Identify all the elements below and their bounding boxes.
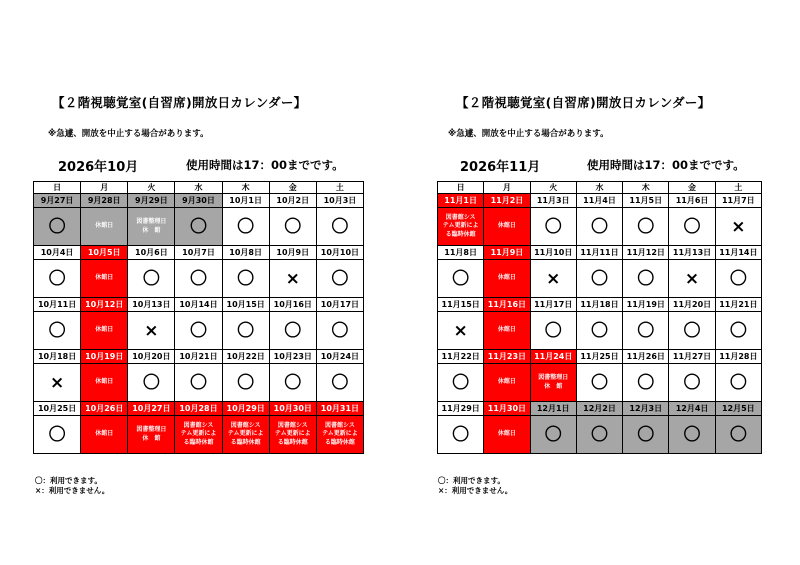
day-date: 11月10日 xyxy=(530,246,576,260)
weekday-header: 木 xyxy=(222,182,269,194)
day-status xyxy=(269,416,316,454)
unavailable-mark: × xyxy=(731,217,746,237)
available-mark: 〇 xyxy=(544,217,562,237)
day-date: 12月2日 xyxy=(576,402,622,416)
day-status xyxy=(576,364,622,402)
day-date: 9月29日 xyxy=(128,194,175,208)
day-date: 10月12日 xyxy=(81,298,128,312)
weekday-header: 金 xyxy=(669,182,715,194)
available-mark: 〇 xyxy=(48,269,66,289)
day-date: 11月26日 xyxy=(623,350,669,364)
day-date: 10月30日 xyxy=(269,402,316,416)
day-status xyxy=(269,208,316,246)
available-mark: 〇 xyxy=(683,373,701,393)
unavailable-mark: × xyxy=(49,373,65,393)
day-date: 10月1日 xyxy=(222,194,269,208)
day-date: 11月1日 xyxy=(438,194,484,208)
available-mark: 〇 xyxy=(637,269,655,289)
day-status xyxy=(269,260,316,298)
day-status xyxy=(530,260,576,298)
available-mark: 〇 xyxy=(237,321,255,341)
day-status xyxy=(81,260,128,298)
day-date: 11月16日 xyxy=(484,298,530,312)
closure-label: 休館日 xyxy=(95,430,114,438)
calendar-grid xyxy=(437,181,762,454)
day-date: 11月19日 xyxy=(623,298,669,312)
day-date: 10月20日 xyxy=(128,350,175,364)
available-mark: 〇 xyxy=(683,321,701,341)
available-mark: 〇 xyxy=(590,321,608,341)
unavailable-mark: × xyxy=(453,321,468,341)
day-date: 10月13日 xyxy=(128,298,175,312)
day-status xyxy=(269,364,316,402)
day-date: 11月24日 xyxy=(530,350,576,364)
day-date: 10月27日 xyxy=(128,402,175,416)
day-date: 10月25日 xyxy=(34,402,81,416)
day-date: 10月11日 xyxy=(34,298,81,312)
day-date: 12月5日 xyxy=(715,402,761,416)
day-status xyxy=(175,364,222,402)
day-status xyxy=(316,416,363,454)
day-date: 11月18日 xyxy=(576,298,622,312)
day-date: 11月30日 xyxy=(484,402,530,416)
day-status xyxy=(715,364,761,402)
day-date: 11月6日 xyxy=(669,194,715,208)
day-status xyxy=(669,260,715,298)
calendar-title: 【２階視聴覚室(自習席)開放日カレンダー】 xyxy=(456,95,711,110)
day-status xyxy=(484,312,530,350)
day-date: 11月15日 xyxy=(438,298,484,312)
available-mark: 〇 xyxy=(452,425,470,445)
day-status xyxy=(484,416,530,454)
available-mark: 〇 xyxy=(284,321,302,341)
day-date: 11月4日 xyxy=(576,194,622,208)
day-status xyxy=(438,208,484,246)
day-date: 10月10日 xyxy=(316,246,363,260)
closure-label: 図書整理日 休 館 xyxy=(136,218,167,234)
day-date: 11月2日 xyxy=(484,194,530,208)
day-date: 11月8日 xyxy=(438,246,484,260)
day-date: 11月9日 xyxy=(484,246,530,260)
day-status xyxy=(175,416,222,454)
calendar-grid xyxy=(33,181,364,454)
day-status xyxy=(438,416,484,454)
day-status xyxy=(316,260,363,298)
day-status xyxy=(34,364,81,402)
day-date: 10月14日 xyxy=(175,298,222,312)
day-status xyxy=(623,208,669,246)
day-status xyxy=(715,208,761,246)
available-mark: 〇 xyxy=(331,217,349,237)
day-date: 9月27日 xyxy=(34,194,81,208)
day-date: 10月28日 xyxy=(175,402,222,416)
day-date: 10月26日 xyxy=(81,402,128,416)
closure-label: 休館日 xyxy=(497,326,516,334)
day-date: 10月29日 xyxy=(222,402,269,416)
day-status xyxy=(34,260,81,298)
available-mark: 〇 xyxy=(189,373,207,393)
day-date: 11月27日 xyxy=(669,350,715,364)
day-status xyxy=(81,208,128,246)
weekday-header: 日 xyxy=(34,182,81,194)
day-status xyxy=(34,208,81,246)
closure-label: 休館日 xyxy=(95,222,114,230)
legend xyxy=(35,476,109,496)
day-status xyxy=(316,364,363,402)
legend-available: 〇：利用できます。 xyxy=(438,476,505,485)
closure-label: 図書館シス テム更新によ る臨時休館 xyxy=(442,214,479,238)
day-status xyxy=(128,312,175,350)
day-status xyxy=(715,312,761,350)
day-status xyxy=(484,364,530,402)
unavailable-mark: × xyxy=(546,269,561,289)
month-label: 2026年11月 xyxy=(460,160,541,175)
day-date: 9月30日 xyxy=(175,194,222,208)
unavailable-mark: × xyxy=(684,269,700,289)
day-date: 10月24日 xyxy=(316,350,363,364)
closure-label: 図書整理日 休 館 xyxy=(136,426,167,442)
day-status xyxy=(530,312,576,350)
day-date: 10月4日 xyxy=(34,246,81,260)
day-status xyxy=(34,312,81,350)
available-mark: 〇 xyxy=(637,373,655,393)
day-status xyxy=(316,208,363,246)
usage-hours: 使用時間は17：00までです。 xyxy=(186,158,344,172)
day-date: 10月19日 xyxy=(81,350,128,364)
day-status xyxy=(269,312,316,350)
day-date: 10月9日 xyxy=(269,246,316,260)
day-status xyxy=(222,312,269,350)
day-date: 11月11日 xyxy=(576,246,622,260)
day-date: 10月6日 xyxy=(128,246,175,260)
available-mark: 〇 xyxy=(729,373,747,393)
day-status xyxy=(128,260,175,298)
month-label: 2026年10月 xyxy=(58,160,139,175)
day-date: 10月18日 xyxy=(34,350,81,364)
notice-text: ※急遽、開放を中止する場合があります。 xyxy=(48,129,209,139)
day-date: 11月17日 xyxy=(530,298,576,312)
day-status xyxy=(438,260,484,298)
available-mark: 〇 xyxy=(544,321,562,341)
available-mark: 〇 xyxy=(683,217,701,237)
weekday-header: 水 xyxy=(175,182,222,194)
available-mark: 〇 xyxy=(590,373,608,393)
available-mark: 〇 xyxy=(729,269,747,289)
available-mark: 〇 xyxy=(48,321,66,341)
day-date: 10月8日 xyxy=(222,246,269,260)
unavailable-mark: × xyxy=(285,269,300,289)
day-status xyxy=(484,260,530,298)
day-date: 11月29日 xyxy=(438,402,484,416)
day-date: 10月2日 xyxy=(269,194,316,208)
available-mark: 〇 xyxy=(189,217,207,237)
day-status xyxy=(623,312,669,350)
weekday-header: 木 xyxy=(623,182,669,194)
available-mark: 〇 xyxy=(637,217,655,237)
day-status xyxy=(222,364,269,402)
day-date: 11月22日 xyxy=(438,350,484,364)
day-date: 11月23日 xyxy=(484,350,530,364)
day-date: 9月28日 xyxy=(81,194,128,208)
weekday-header: 火 xyxy=(128,182,175,194)
available-mark: 〇 xyxy=(331,373,349,393)
available-mark: 〇 xyxy=(544,425,562,445)
day-date: 12月1日 xyxy=(530,402,576,416)
weekday-header: 火 xyxy=(530,182,576,194)
weekday-header: 月 xyxy=(484,182,530,194)
day-status xyxy=(715,416,761,454)
legend-unavailable: ×：利用できません。 xyxy=(35,485,110,495)
available-mark: 〇 xyxy=(331,321,349,341)
available-mark: 〇 xyxy=(590,269,608,289)
day-status xyxy=(576,208,622,246)
available-mark: 〇 xyxy=(142,269,160,289)
day-date: 10月5日 xyxy=(81,246,128,260)
day-status xyxy=(669,416,715,454)
day-date: 11月28日 xyxy=(715,350,761,364)
closure-label: 図書館シス テム更新によ る臨時休館 xyxy=(322,422,358,446)
day-status xyxy=(438,312,484,350)
day-date: 10月15日 xyxy=(222,298,269,312)
day-status xyxy=(175,260,222,298)
closure-label: 休館日 xyxy=(497,274,516,282)
day-status xyxy=(576,260,622,298)
day-status xyxy=(128,416,175,454)
available-mark: 〇 xyxy=(637,321,655,341)
closure-label: 休館日 xyxy=(497,222,516,230)
day-status xyxy=(128,208,175,246)
legend xyxy=(438,476,512,496)
day-date: 11月5日 xyxy=(623,194,669,208)
day-status xyxy=(316,312,363,350)
weekday-header: 日 xyxy=(438,182,484,194)
day-date: 11月7日 xyxy=(715,194,761,208)
available-mark: 〇 xyxy=(683,425,701,445)
day-status xyxy=(175,208,222,246)
available-mark: 〇 xyxy=(331,269,349,289)
day-date: 10月17日 xyxy=(316,298,363,312)
day-status xyxy=(623,260,669,298)
day-date: 11月25日 xyxy=(576,350,622,364)
day-status xyxy=(81,364,128,402)
day-status xyxy=(623,364,669,402)
day-status xyxy=(623,416,669,454)
closure-label: 休館日 xyxy=(95,326,114,334)
available-mark: 〇 xyxy=(142,373,160,393)
day-status xyxy=(576,416,622,454)
available-mark: 〇 xyxy=(189,321,207,341)
day-status xyxy=(81,416,128,454)
day-status xyxy=(669,208,715,246)
closure-label: 休館日 xyxy=(497,430,516,438)
available-mark: 〇 xyxy=(237,269,255,289)
day-date: 10月23日 xyxy=(269,350,316,364)
day-status xyxy=(484,208,530,246)
day-date: 11月12日 xyxy=(623,246,669,260)
day-date: 10月3日 xyxy=(316,194,363,208)
day-status xyxy=(669,312,715,350)
day-date: 11月20日 xyxy=(669,298,715,312)
day-status xyxy=(222,260,269,298)
closure-label: 図書館シス テム更新によ る臨時休館 xyxy=(227,422,264,446)
weekday-header: 土 xyxy=(715,182,761,194)
available-mark: 〇 xyxy=(637,425,655,445)
day-date: 10月21日 xyxy=(175,350,222,364)
day-date: 10月31日 xyxy=(316,402,363,416)
day-status xyxy=(222,416,269,454)
notice-text: ※急遽、開放を中止する場合があります。 xyxy=(448,129,609,139)
day-status xyxy=(81,312,128,350)
day-status xyxy=(669,364,715,402)
available-mark: 〇 xyxy=(189,269,207,289)
available-mark: 〇 xyxy=(452,269,470,289)
day-date: 11月14日 xyxy=(715,246,761,260)
day-date: 11月21日 xyxy=(715,298,761,312)
day-status xyxy=(222,208,269,246)
day-date: 11月3日 xyxy=(530,194,576,208)
day-date: 12月3日 xyxy=(623,402,669,416)
legend-available: 〇：利用できます。 xyxy=(35,476,102,485)
day-date: 12月4日 xyxy=(669,402,715,416)
available-mark: 〇 xyxy=(452,373,470,393)
weekday-header: 水 xyxy=(576,182,622,194)
weekday-header: 金 xyxy=(269,182,316,194)
available-mark: 〇 xyxy=(237,217,255,237)
available-mark: 〇 xyxy=(590,425,608,445)
available-mark: 〇 xyxy=(284,373,302,393)
closure-label: 図書整理日 休 館 xyxy=(538,374,569,390)
day-status xyxy=(34,416,81,454)
unavailable-mark: × xyxy=(144,321,159,341)
day-status xyxy=(530,416,576,454)
available-mark: 〇 xyxy=(284,217,302,237)
weekday-header: 土 xyxy=(316,182,363,194)
day-date: 10月7日 xyxy=(175,246,222,260)
available-mark: 〇 xyxy=(48,217,66,237)
available-mark: 〇 xyxy=(729,425,747,445)
day-status xyxy=(438,364,484,402)
day-status xyxy=(530,208,576,246)
weekday-header: 月 xyxy=(81,182,128,194)
available-mark: 〇 xyxy=(590,217,608,237)
day-status xyxy=(715,260,761,298)
calendar-title: 【２階視聴覚室(自習席)開放日カレンダー】 xyxy=(52,95,307,110)
closure-label: 休館日 xyxy=(497,378,516,386)
day-status xyxy=(576,312,622,350)
day-status xyxy=(128,364,175,402)
available-mark: 〇 xyxy=(237,373,255,393)
closure-label: 休館日 xyxy=(95,274,114,282)
usage-hours: 使用時間は17：00までです。 xyxy=(587,158,745,172)
closure-label: 休館日 xyxy=(95,378,114,386)
closure-label: 図書館シス テム更新によ る臨時休館 xyxy=(180,422,217,446)
legend-unavailable: ×：利用できません。 xyxy=(438,485,513,495)
closure-label: 図書館シス テム更新によ る臨時休館 xyxy=(274,422,311,446)
day-date: 10月22日 xyxy=(222,350,269,364)
available-mark: 〇 xyxy=(48,425,66,445)
day-status xyxy=(530,364,576,402)
day-date: 11月13日 xyxy=(669,246,715,260)
day-date: 10月16日 xyxy=(269,298,316,312)
day-status xyxy=(175,312,222,350)
available-mark: 〇 xyxy=(729,321,747,341)
